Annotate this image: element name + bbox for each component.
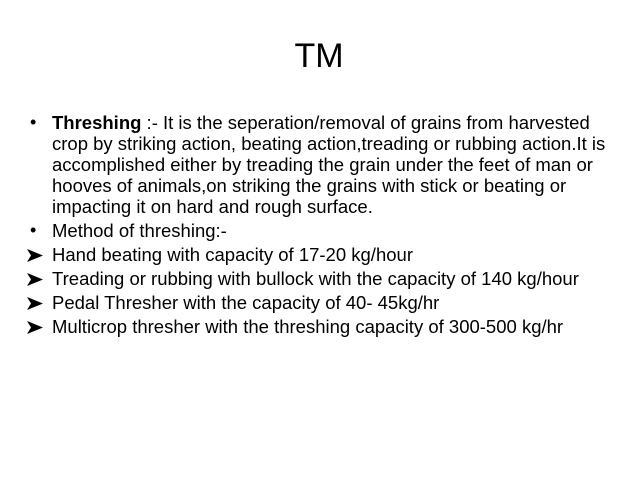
slide-title: TM: [294, 37, 344, 75]
method-hand-beating: Hand beating with capacity of 17-20 kg/hour: [52, 244, 413, 265]
method-heading: Method of threshing:-: [52, 220, 227, 241]
list-item-method: [26, 220, 621, 241]
slide-body: [26, 112, 621, 340]
list-item-hand-beating: [26, 244, 621, 265]
definition-text: :- It is the seperation/removal of grains from harvested crop by striking action, beating action,treading or rubbing action.It is accomplished either by treading the grain under the feet of man or hooves of animals,on striking the grains with stick or beating or impacting it on hard and rough surface.: [52, 112, 606, 217]
method-pedal-thresher: Pedal Thresher with the capacity of 40- 45kg/hr: [52, 292, 440, 313]
arrowhead-bullet-icon: [26, 244, 48, 263]
list-item-treading: [26, 268, 621, 289]
arrowhead-bullet-icon: [26, 268, 48, 287]
list-item-threshing: [26, 112, 621, 217]
method-treading: Treading or rubbing with bullock with the capacity of 140 kg/hour: [52, 268, 579, 289]
bullet-dot-icon: •: [30, 220, 37, 240]
arrowhead-bullet-icon: [26, 292, 48, 311]
list-item-multicrop-thresher: [26, 316, 621, 337]
arrowhead-bullet-icon: [26, 316, 48, 335]
term-threshing: Threshing: [52, 112, 142, 133]
list-item-pedal-thresher: [26, 292, 621, 313]
method-multicrop-thresher: Multicrop thresher with the threshing capacity of 300-500 kg/hr: [52, 316, 564, 337]
bullet-dot-icon: •: [30, 112, 37, 132]
